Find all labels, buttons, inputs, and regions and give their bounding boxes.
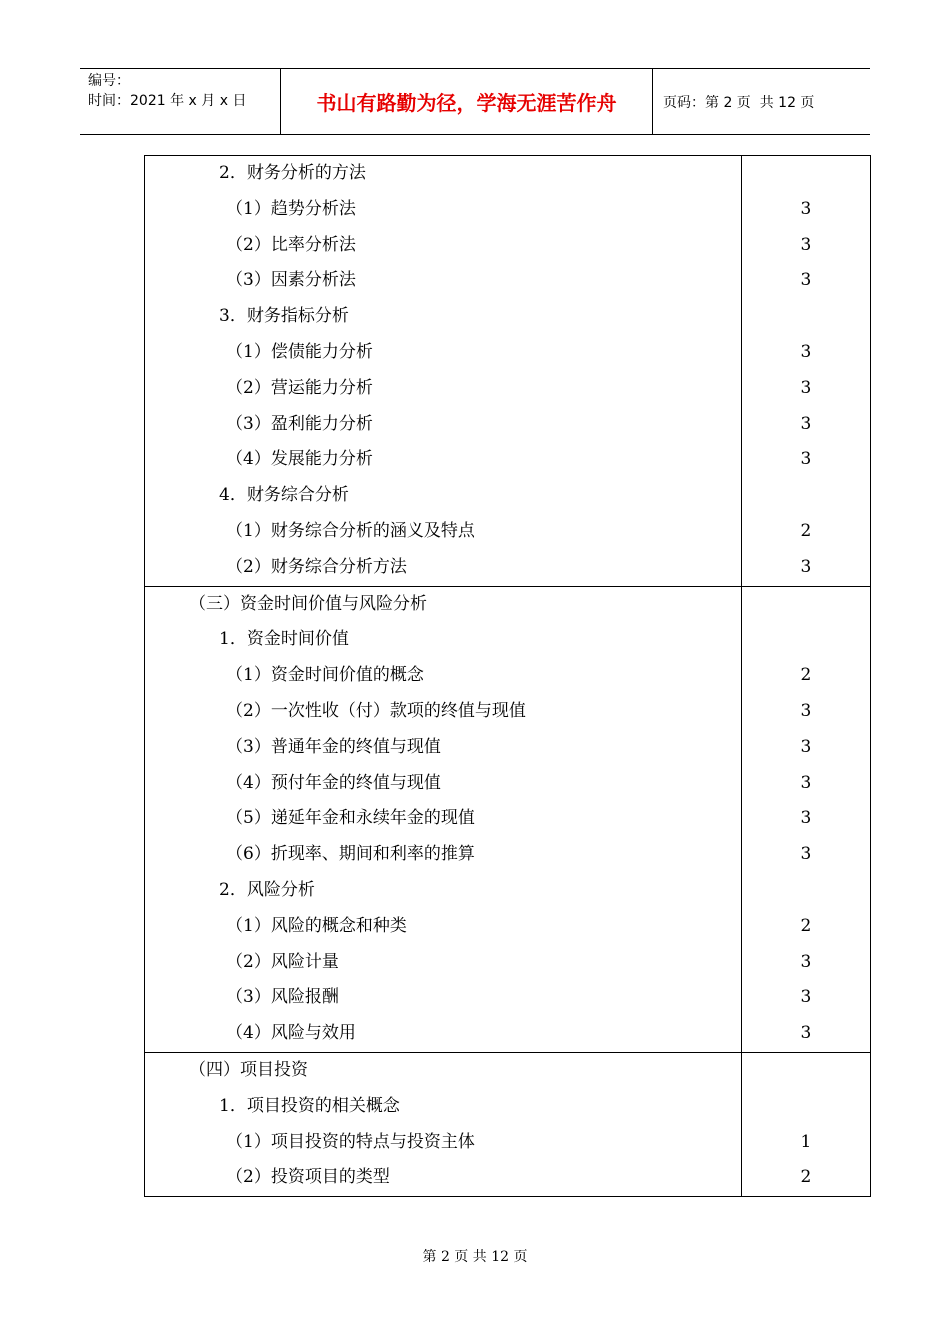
outline-section (145, 1052, 871, 1196)
topic-hours: 3 (800, 736, 812, 757)
topic-item: （1）资金时间价值的概念 (226, 665, 424, 686)
topic-item: （四）项目投资 (189, 1059, 308, 1080)
topic-item: 2．风险分析 (219, 879, 315, 900)
topic-hours: 2 (800, 520, 812, 541)
topic-hours: 3 (800, 700, 812, 721)
section-hours-cell (741, 586, 870, 1052)
topic-item: （2）比率分析法 (226, 234, 356, 255)
topic-hours (742, 478, 870, 514)
topic-item: （2）投资项目的类型 (226, 1167, 390, 1188)
header-page-info-text: 页码：第 2 页 共 12 页 (663, 94, 815, 111)
topic-hours: 3 (800, 556, 812, 577)
topic-hours (742, 1089, 870, 1125)
topic-item: （2）风险计量 (226, 951, 339, 972)
header-meta (80, 69, 281, 134)
topic-item: （4）预付年金的终值与现值 (226, 772, 441, 793)
topic-hours: 3 (800, 377, 812, 398)
topic-hours (742, 1053, 870, 1089)
topic-item: （1）风险的概念和种类 (226, 915, 407, 936)
topic-hours: 2 (800, 665, 812, 686)
section-hours-cell (741, 156, 870, 587)
course-outline-body (145, 156, 871, 1197)
topic-item: 1．项目投资的相关概念 (219, 1095, 400, 1116)
section-topics-cell (145, 156, 742, 587)
footer-page-number: 第 2 页 共 12 页 (422, 1249, 528, 1265)
topic-item: 4．财务综合分析 (219, 485, 349, 506)
document-number-label: 编号： (88, 73, 130, 89)
topic-item: （4）风险与效用 (226, 1023, 356, 1044)
page-header (80, 68, 870, 135)
outline-section (145, 586, 871, 1052)
topic-item: 3．财务指标分析 (219, 306, 349, 327)
topic-item: （2）财务综合分析方法 (226, 556, 407, 577)
section-topics-cell (145, 1052, 742, 1196)
topic-item: （1）偿债能力分析 (226, 341, 373, 362)
topic-item: 1．资金时间价值 (219, 629, 349, 650)
header-motto: 书山有路勤为径，学海无涯苦作舟 (281, 69, 653, 134)
topic-item: （3）盈利能力分析 (226, 413, 373, 434)
topic-hours: 3 (800, 198, 812, 219)
topic-hours: 3 (800, 987, 812, 1008)
page-footer (0, 1246, 950, 1266)
outline-section (145, 156, 871, 587)
topic-hours: 3 (800, 808, 812, 829)
topic-item: （4）发展能力分析 (226, 449, 373, 470)
topic-hours: 3 (800, 772, 812, 793)
topic-item: （2）营运能力分析 (226, 377, 373, 398)
topic-item: 2．财务分析的方法 (219, 163, 366, 183)
topic-item: （6）折现率、期间和利率的推算 (226, 844, 475, 865)
topic-item: （三）资金时间价值与风险分析 (189, 593, 427, 614)
topic-item: （1）项目投资的特点与投资主体 (226, 1131, 475, 1152)
topic-hours (742, 587, 870, 623)
topic-hours: 1 (800, 1131, 812, 1152)
topic-hours: 3 (800, 1023, 812, 1044)
topic-hours (742, 873, 870, 909)
topic-item: （1）趋势分析法 (226, 198, 356, 219)
topic-hours: 3 (800, 951, 812, 972)
section-topics-cell (145, 586, 742, 1052)
topic-item: （2）一次性收（付）款项的终值与现值 (226, 700, 526, 721)
topic-item: （3）普通年金的终值与现值 (226, 736, 441, 757)
topic-hours: 3 (800, 844, 812, 865)
topic-item: （5）递延年金和永续年金的现值 (226, 808, 475, 829)
topic-item: （1）财务综合分析的涵义及特点 (226, 520, 475, 541)
document-time-label: 时间：2021 年 x 月 x 日 (88, 93, 247, 109)
topic-hours (742, 156, 870, 192)
topic-hours: 3 (800, 413, 812, 434)
topic-hours: 3 (800, 449, 812, 470)
topic-hours (742, 299, 870, 335)
course-outline-table (144, 155, 871, 1197)
header-page-info (653, 69, 870, 134)
topic-hours: 3 (800, 341, 812, 362)
topic-hours: 3 (800, 270, 812, 291)
topic-hours (742, 622, 870, 658)
topic-item: （3）因素分析法 (226, 270, 356, 291)
section-hours-cell (741, 1052, 870, 1196)
topic-hours: 2 (800, 915, 812, 936)
topic-item: （3）风险报酬 (226, 987, 339, 1008)
topic-hours: 2 (800, 1167, 812, 1188)
topic-hours: 3 (800, 234, 812, 255)
